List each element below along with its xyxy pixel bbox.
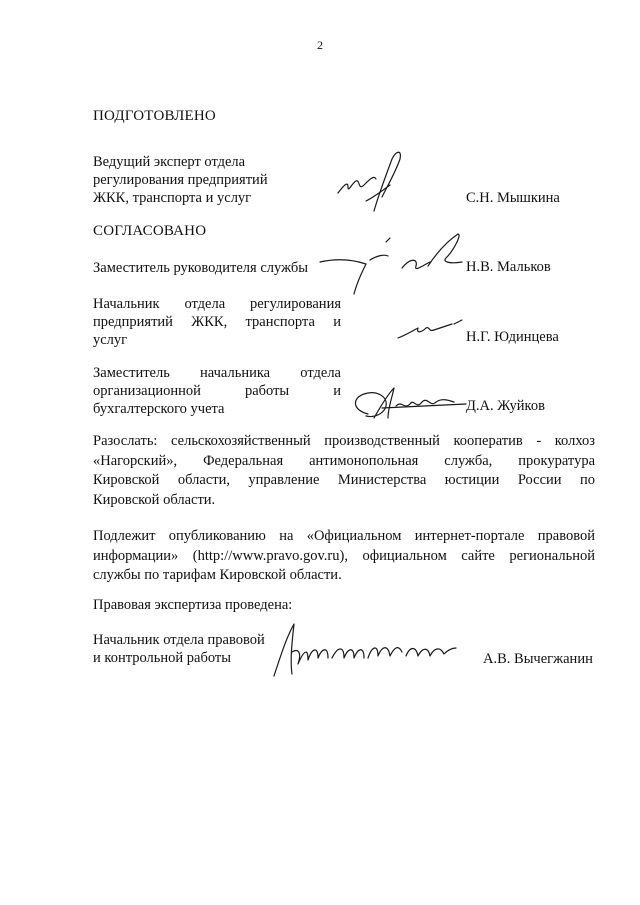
agreed-heading: СОГЛАСОВАНО	[93, 223, 207, 239]
distribution-line: «Нагорский», Федеральная антимонопольная служба, прокуратура	[93, 452, 595, 469]
legal-review-role-line: Начальник отдела правовой	[93, 632, 265, 648]
prepared-role-line: Ведущий эксперт отдела	[93, 154, 246, 170]
distribution-line: Кировской области.	[93, 491, 216, 508]
publication-line: информации» (http://www.pravo.gov.ru), официальном сайте региональной	[93, 547, 595, 564]
signer-role-line: услуг	[93, 332, 128, 348]
distribution-paragraph	[93, 432, 595, 510]
legal-review-name: А.В. Вычегжанин	[483, 651, 593, 667]
publication-line: службы по тарифам Кировской области.	[93, 567, 342, 583]
legal-review-signature	[268, 618, 458, 680]
prepared-signature	[330, 145, 420, 235]
signer-role-line: предприятий ЖКК, транспорта и	[93, 314, 341, 330]
publication-line: Подлежит опубликованию на «Официальном интернет-портале правовой	[93, 528, 595, 544]
publication-paragraph	[93, 527, 595, 586]
signer-role-line: Начальник отдела регулирования	[93, 296, 341, 312]
signer-role-line: бухгалтерского учета	[93, 401, 225, 417]
distribution-line: Разослать: сельскохозяйственный производственный кооператив - колхоз	[93, 433, 595, 449]
signer-name: Н.В. Мальков	[466, 259, 551, 275]
signer-signature	[348, 384, 472, 424]
legal-review-statement: Правовая экспертиза проведена:	[93, 597, 293, 613]
signer-role-line: Заместитель начальника отдела	[93, 365, 341, 381]
signer-role-line: организационной работы и	[93, 383, 341, 399]
distribution-line: Кировской области, управление Министерства юстиции России по	[93, 472, 595, 488]
signer-role	[93, 364, 341, 418]
page-number: 2	[317, 38, 323, 52]
signer-name: Д.А. Жуйков	[466, 398, 545, 414]
signer-role	[93, 295, 341, 349]
signer-role	[93, 259, 341, 277]
prepared-role-line: регулирования предприятий	[93, 172, 268, 188]
prepared-name: С.Н. Мышкина	[466, 190, 560, 206]
prepared-role	[93, 153, 341, 207]
signer-name: Н.Г. Юдинцева	[466, 329, 559, 345]
signer-signature	[318, 232, 468, 302]
signer-signature	[396, 318, 466, 342]
signer-role-line: Заместитель руководителя службы	[93, 260, 309, 276]
prepared-heading: ПОДГОТОВЛЕНО	[93, 108, 216, 124]
prepared-role-line: ЖКК, транспорта и услуг	[93, 190, 252, 206]
legal-review-role-line: и контрольной работы	[93, 650, 231, 666]
